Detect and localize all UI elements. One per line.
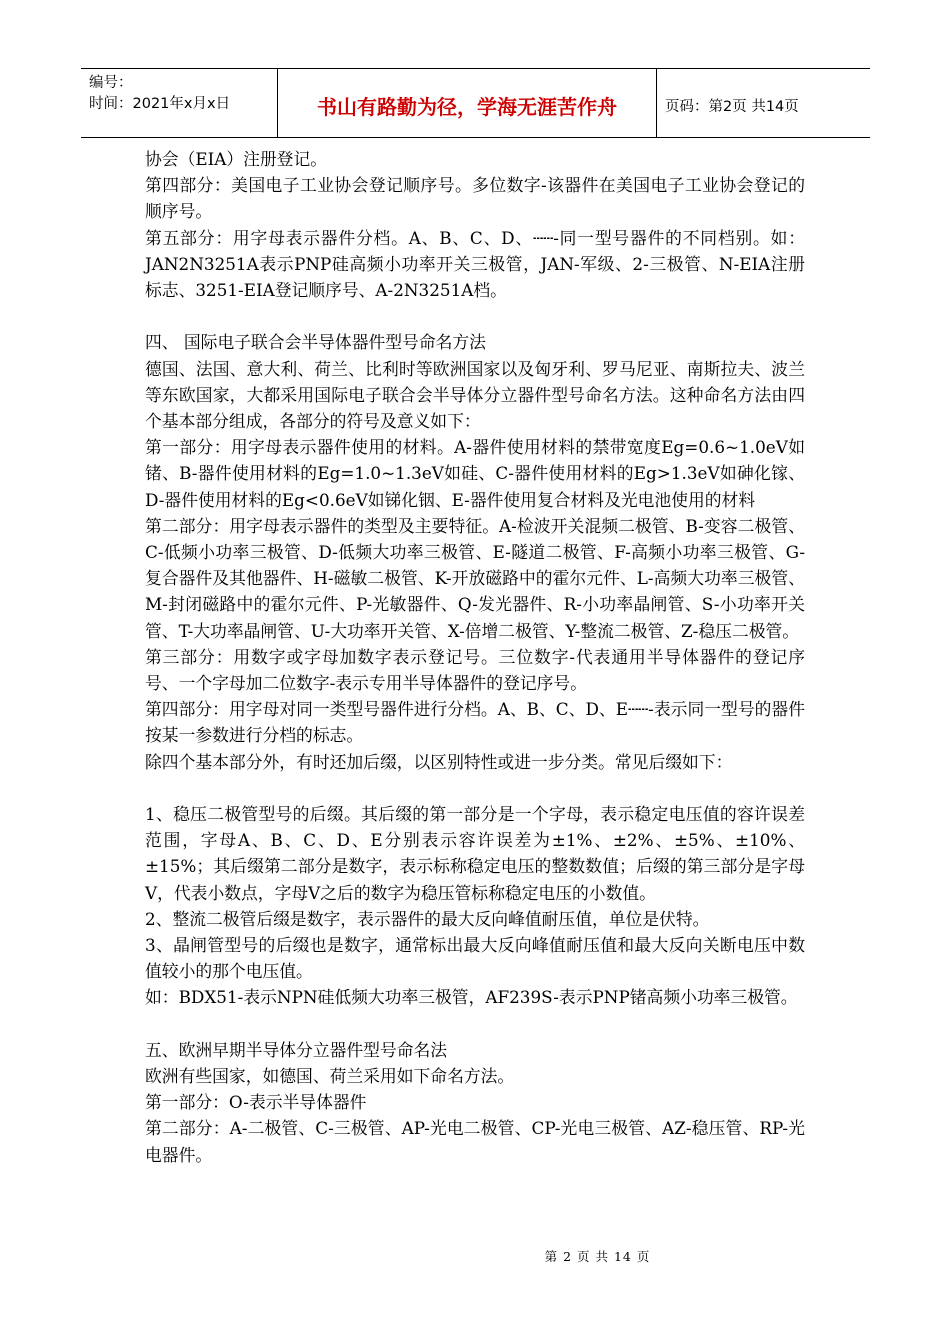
blank-line <box>145 775 805 801</box>
section-heading: 四、 国际电子联合会半导体器件型号命名方法 <box>145 332 486 353</box>
paragraph: 如：BDX51-表示NPN硅低频大功率三极管，AF239S-表示PNP锗高频小功率三极管。 <box>145 987 798 1008</box>
paragraph: 协会（EIA）注册登记。 <box>145 149 328 169</box>
paragraph: 1、稳压二极管型号的后缀。其后缀的第一部分是一个字母，表示稳定电压值的容许误差范围，字母A、B、C、D、E分别表示容许误差为±1%、±2%、±5%、±10%、±15%；其后缀第二部分是数字，表示标称稳定电压的整数数值；后缀的第三部分是字母V，代表小数点，字母V之后的数字为稳压管标称稳定电压的小数值。 <box>145 804 805 903</box>
paragraph: 欧洲有些国家，如德国、荷兰采用如下命名方法。 <box>145 1066 515 1087</box>
blank-line <box>145 303 805 329</box>
paragraph: 德国、法国、意大利、荷兰、比利时等欧洲国家以及匈牙利、罗马尼亚、南斯拉夫、波兰等东欧国家，大都采用国际电子联合会半导体分立器件型号命名方法。这种命名方法由四个基本部分组成，各部分的符号及意义如下： <box>145 358 805 432</box>
blank-line <box>145 1011 805 1037</box>
page-footer: 第 2 页 共 14 页 <box>544 1249 651 1264</box>
paragraph: 第四部分：美国电子工业协会登记顺序号。多位数字-该器件在美国电子工业协会登记的顺序号。 <box>145 175 805 222</box>
header-page-info: 页码：第2页 共14页 <box>665 98 799 115</box>
paragraph: 第四部分：用字母对同一类型号器件进行分档。A、B、C、D、E┄┄-表示同一型号的器件按某一参数进行分档的标志。 <box>145 699 805 746</box>
paragraph: 第二部分：用字母表示器件的类型及主要特征。A-检波开关混频二极管、B-变容二极管、C-低频小功率三极管、D-低频大功率三极管、E-隧道二极管、F-高频小功率三极管、G-复合器件及其他器件、H-磁敏二极管、K-开放磁路中的霍尔元件、L-高频大功率三极管、M-封闭磁路中的霍尔元件、P-光敏器件、Q-发光器件、R-小功率晶闸管、S-小功率开关管、T-大功率晶闸管、U-大功率开关管、X-倍增二极管、Y-整流二极管、Z-稳压二极管。 <box>145 515 805 641</box>
paragraph: 3、晶闸管型号的后缀也是数字，通常标出最大反向峰值耐压值和最大反向关断电压中数值较小的那个电压值。 <box>145 935 805 982</box>
number-label: 编号： <box>89 75 133 91</box>
time-label: 时间：2021年x月x日 <box>89 96 231 112</box>
page-header <box>81 68 870 138</box>
document-body <box>145 146 805 1168</box>
paragraph: 第五部分：用字母表示器件分档。A、B、C、D、┄┄-同一型号器件的不同档别。如：JAN2N3251A表示PNP硅高频小功率开关三极管，JAN-军级、2-三极管、N-EIA注册标志、3251-EIA登记顺序号、A-2N3251A档。 <box>145 227 805 301</box>
paragraph: 第二部分：A-二极管、C-三极管、AP-光电二极管、CP-光电三极管、AZ-稳压管、RP-光电器件。 <box>145 1118 805 1165</box>
paragraph: 2、整流二极管后缀是数字，表示器件的最大反向峰值耐压值，单位是伏特。 <box>145 908 710 929</box>
header-meta <box>81 69 278 137</box>
section-heading: 五、欧洲早期半导体分立器件型号命名法 <box>145 1039 448 1060</box>
header-motto: 书山有路勤为径，学海无涯苦作舟 <box>278 69 657 137</box>
paragraph: 第三部分：用数字或字母加数字表示登记号。三位数字-代表通用半导体器件的登记序号、一个字母加二位数字-表示专用半导体器件的登记序号。 <box>145 646 805 694</box>
paragraph: 第一部分：用字母表示器件使用的材料。A-器件使用材料的禁带宽度Eg=0.6~1.0eV如锗、B-器件使用材料的Eg=1.0~1.3eV如硅、C-器件使用材料的Eg>1.3eV如砷化镓、D-器件使用材料的Eg<0.6eV如锑化铟、E-器件使用复合材料及光电池使用的材料 <box>145 437 805 510</box>
paragraph: 第一部分：O-表示半导体器件 <box>145 1092 367 1113</box>
paragraph: 除四个基本部分外，有时还加后缀，以区别特性或进一步分类。常见后缀如下： <box>145 751 733 772</box>
